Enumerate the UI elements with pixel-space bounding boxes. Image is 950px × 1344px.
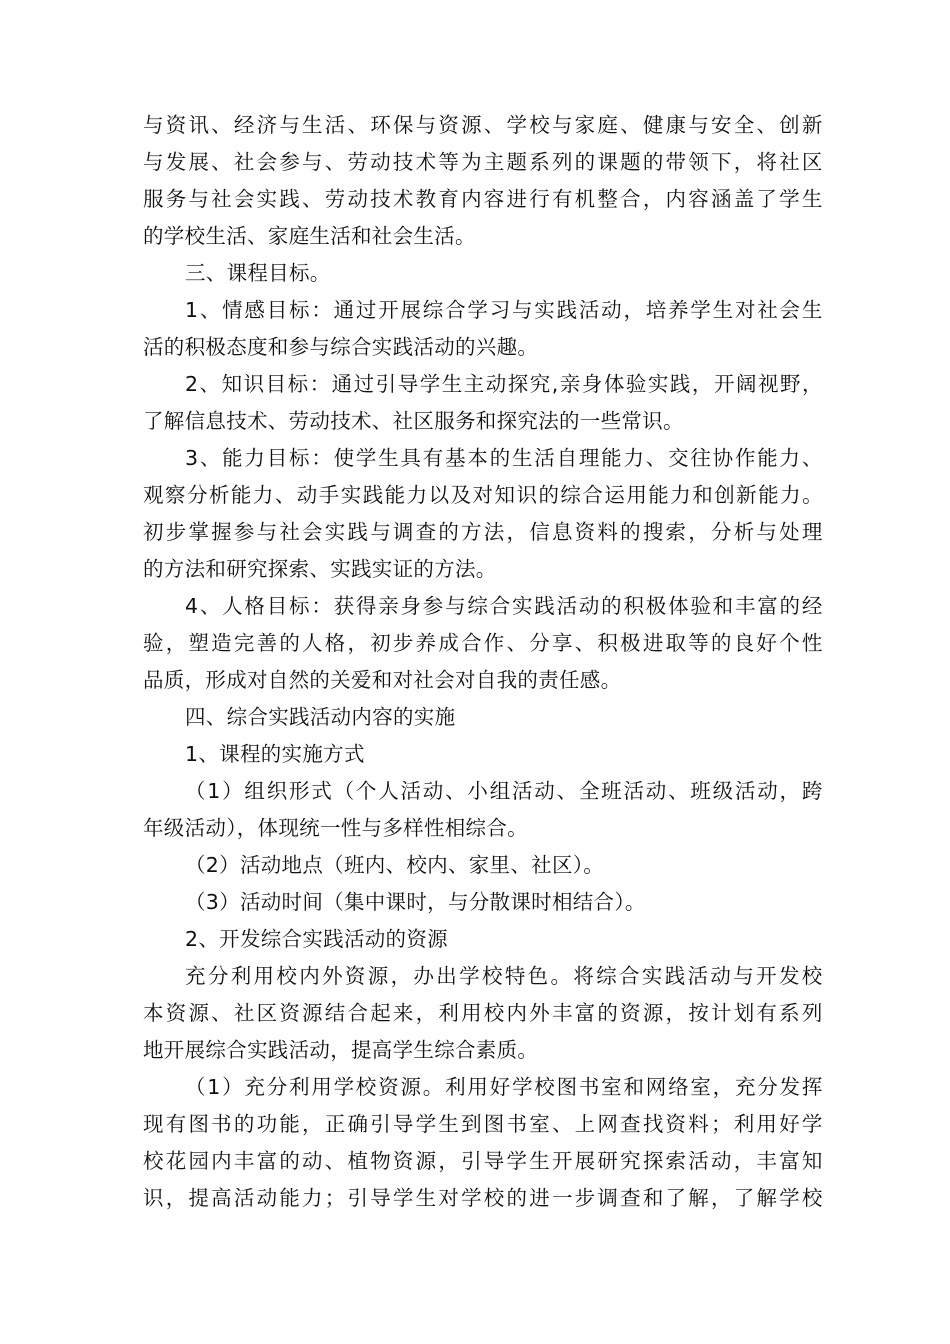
text-line: 观 察 分 析 能 力 、 动 手 实 践 能 力 以 及 对 知 识 的 综 合 运 用 能 力 和 创 新 能 力 。: [143, 483, 823, 507]
document-page: [143, 107, 823, 1217]
text-line: （ 1 ） 组 织 形 式 （ 个 人 活 动 、 小 组 活 动 、 全 班 活 动 、 班 级 活 动 ， 跨: [185, 779, 823, 803]
text-line: 与 发 展 、 社 会 参 与 、 劳 动 技 术 等 为 主 题 系 列 的 课 题 的 带 领 下 ， 将 社 区: [143, 150, 823, 174]
text-line: 2 、 知 识 目 标 ： 通 过 引 导 学 生 主 动 探 究 , 亲 身 体 验 实 践 ， 开 阔 视 野 ，: [185, 372, 823, 396]
text-line: 的学校生活、家庭生活和社会生活。: [143, 224, 476, 248]
text-line: 的方法和研究探索、实践实证的方法。: [143, 557, 497, 581]
text-line: 服 务 与 社 会 实 践 、 劳 动 技 术 教 育 内 容 进 行 有 机 整 合 ， 内 容 涵 盖 了 学 生: [143, 187, 823, 211]
section-heading: 四、综合实践活动内容的实施: [185, 705, 456, 729]
text-line: 初 步 掌 握 参 与 社 会 实 践 与 调 查 的 方 法 ， 信 息 资 料 的 搜 索 ， 分 析 与 处 理: [143, 520, 823, 544]
text-line: 与 资 讯 、 经 济 与 生 活 、 环 保 与 资 源 、 学 校 与 家 庭 、 健 康 与 安 全 、 创 新: [143, 113, 823, 137]
text-line: 年级活动），体现统一性与多样性相综合。: [143, 816, 528, 840]
text-line: 充 分 利 用 校 内 外 资 源 ， 办 出 学 校 特 色 。 将 综 合 实 践 活 动 与 开 发 校: [185, 964, 823, 988]
section-heading: 三、课程目标。: [185, 261, 331, 285]
text-line: 现 有 图 书 的 功 能 ， 正 确 引 导 学 生 到 图 书 室 、 上 网 查 找 资 料 ； 利 用 好 学: [143, 1112, 823, 1136]
text-line: （ 1 ） 充 分 利 用 学 校 资 源 。 利 用 好 学 校 图 书 室 和 网 络 室 ， 充 分 发 挥: [185, 1075, 823, 1099]
text-line: 品质，形成对自然的关爱和对社会对自我的责任感。: [143, 668, 622, 692]
text-line: 活的积极态度和参与综合实践活动的兴趣。: [143, 335, 539, 359]
text-line: 地开展综合实践活动，提高学生综合素质。: [143, 1038, 539, 1062]
text-line: （2）活动地点（班内、校内、家里、社区）。: [185, 853, 605, 877]
text-line: 识 ， 提 高 活 动 能 力 ； 引 导 学 生 对 学 校 的 进 一 步 调 查 和 了 解 ， 了 解 学 校: [143, 1186, 823, 1210]
text-line: 4 、 人 格 目 标 ： 获 得 亲 身 参 与 综 合 实 践 活 动 的 积 极 体 验 和 丰 富 的 经: [185, 594, 823, 618]
text-line: 校 花 园 内 丰 富 的 动 、 植 物 资 源 ， 引 导 学 生 开 展 研 究 探 索 活 动 ， 丰 富 知: [143, 1149, 823, 1173]
text-line: 本 资 源 、 社 区 资 源 结 合 起 来 ， 利 用 校 内 外 丰 富 的 资 源 ， 按 计 划 有 系 列: [143, 1001, 823, 1025]
text-line: 了解信息技术、劳动技术、社区服务和探究法的一些常识。: [143, 409, 684, 433]
subsection-heading: 1、课程的实施方式: [185, 742, 365, 766]
text-line: 1 、 情 感 目 标 ： 通 过 开 展 综 合 学 习 与 实 践 活 动 ， 培 养 学 生 对 社 会 生: [185, 298, 823, 322]
subsection-heading: 2、开发综合实践活动的资源: [185, 927, 448, 951]
text-line: 验 ， 塑 造 完 善 的 人 格 ， 初 步 养 成 合 作 、 分 享 、 积 极 进 取 等 的 良 好 个 性: [143, 631, 823, 655]
text-line: 3 、 能 力 目 标 ： 使 学 生 具 有 基 本 的 生 活 自 理 能 力 、 交 往 协 作 能 力 、: [185, 446, 823, 470]
text-line: （3）活动时间（集中课时，与分散课时相结合）。: [185, 890, 646, 914]
